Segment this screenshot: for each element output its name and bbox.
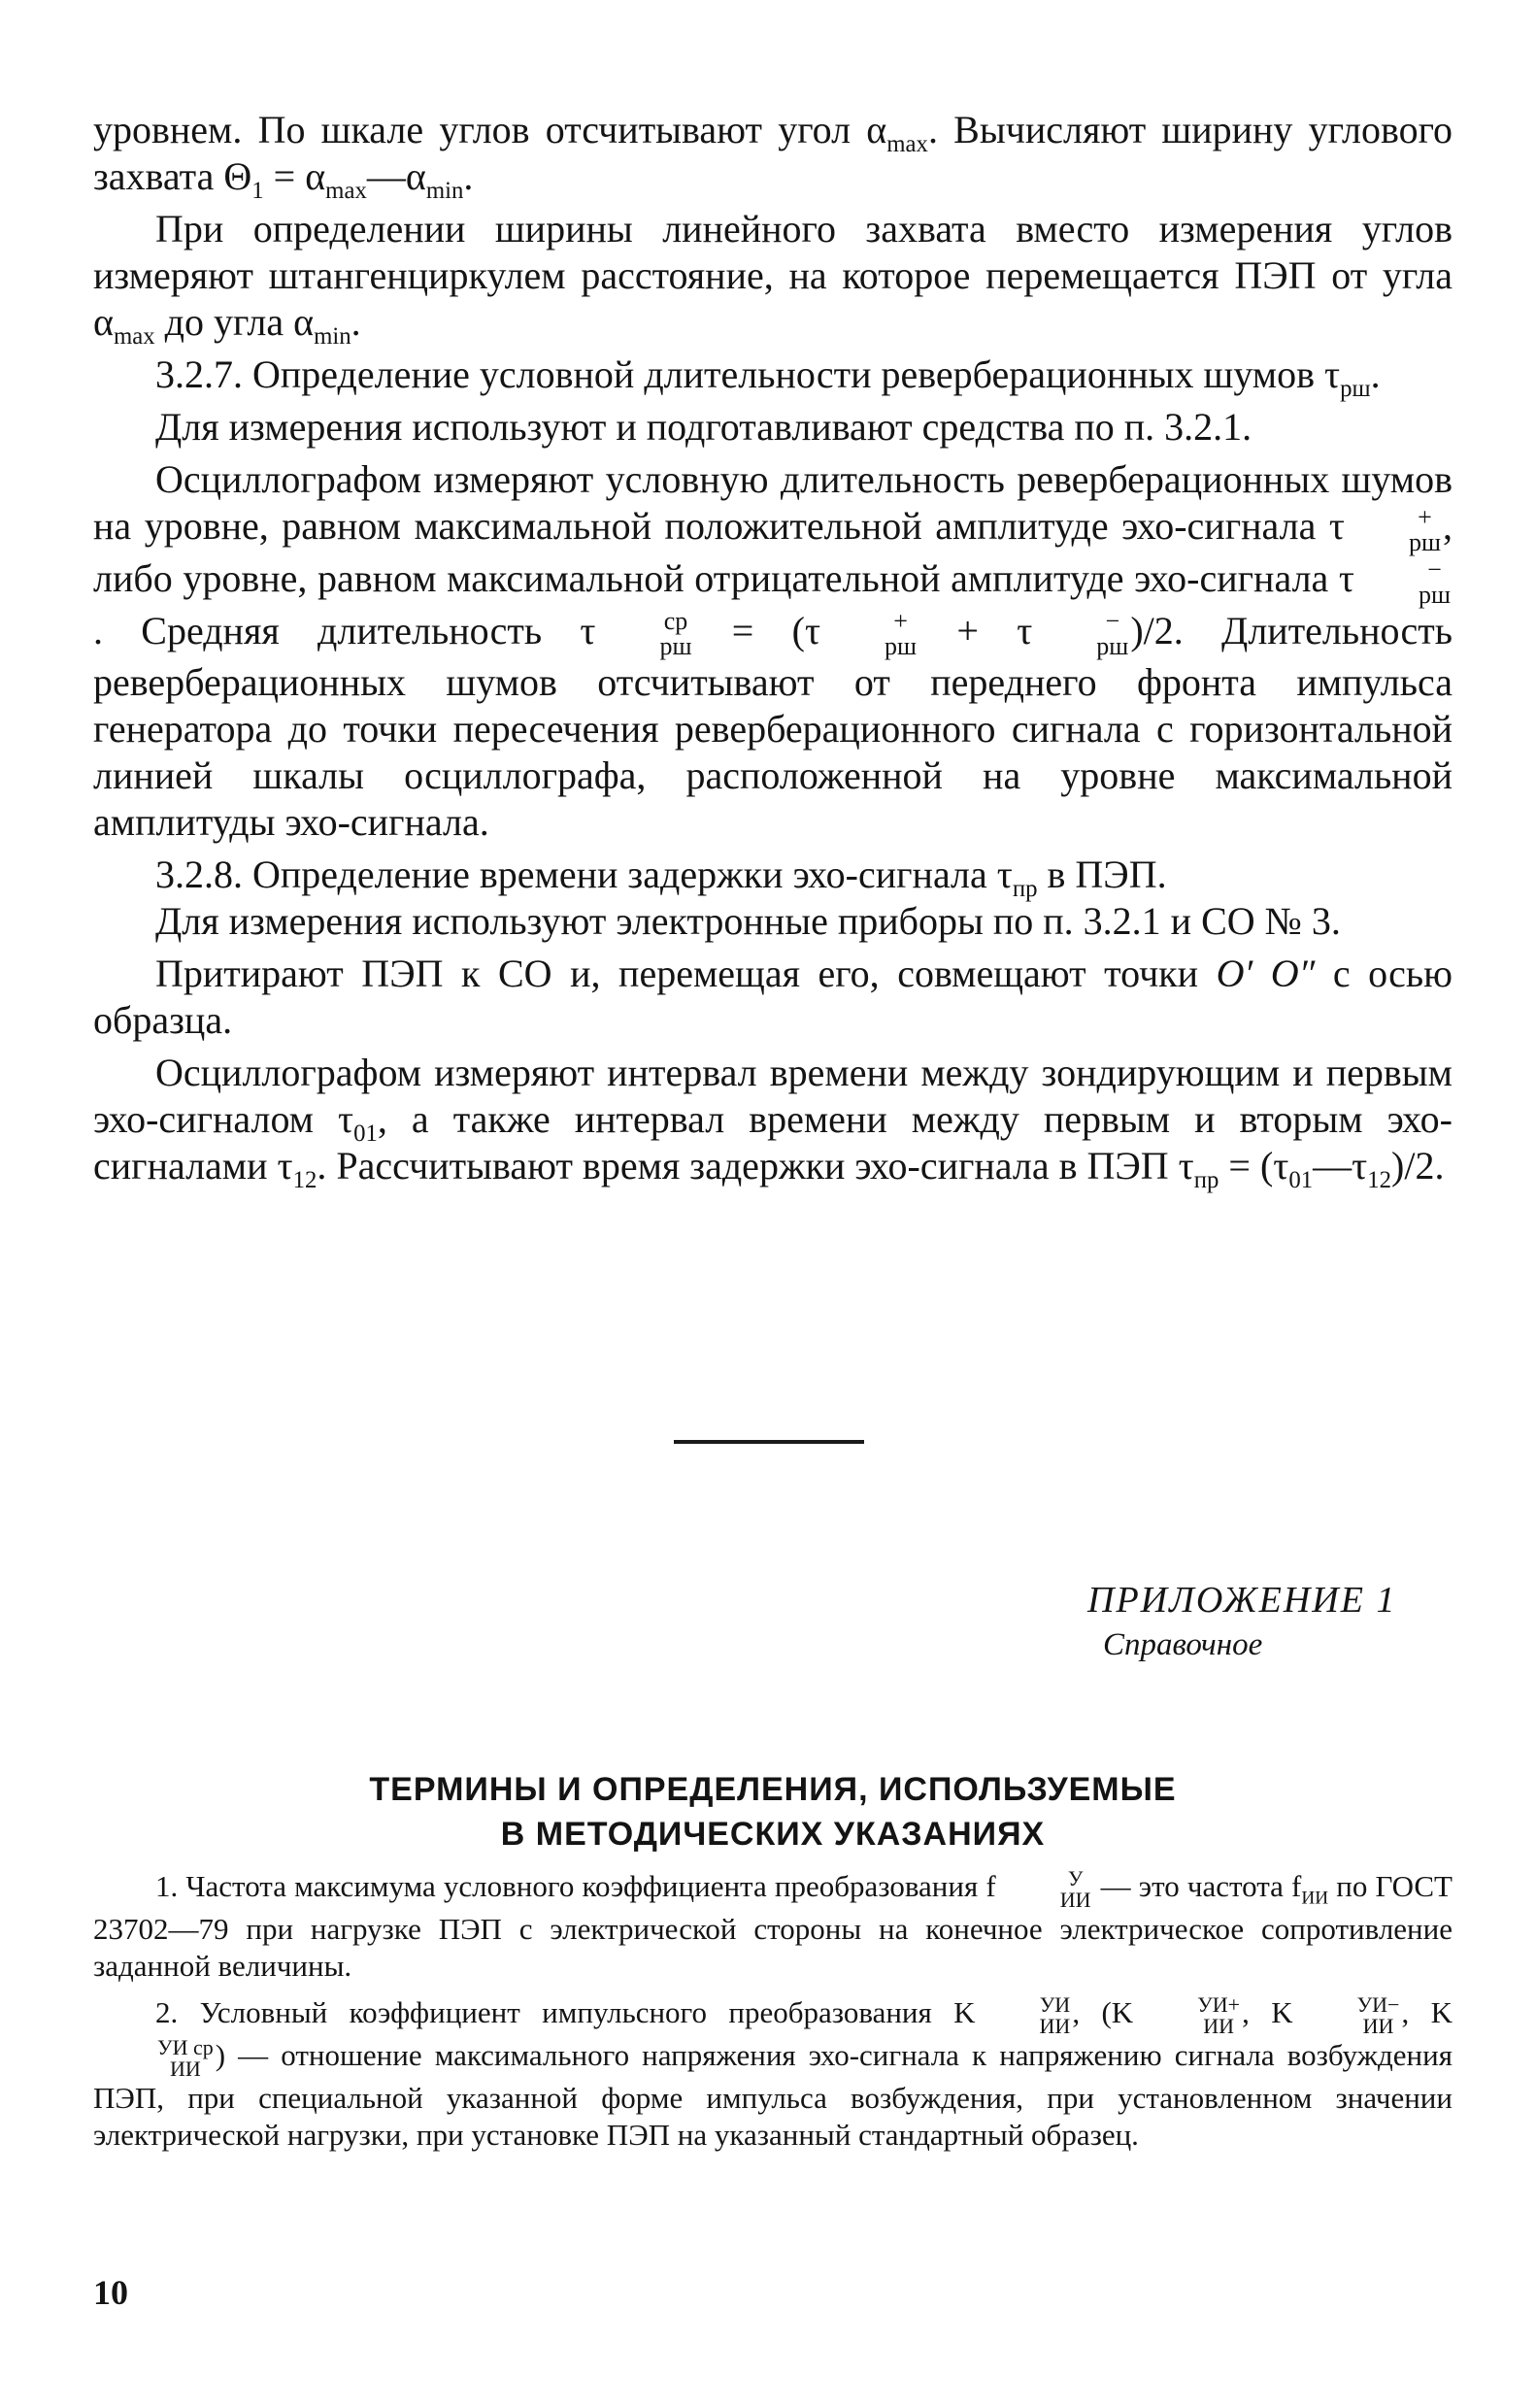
paragraph-interval: [93, 1050, 1453, 1194]
subscript: min: [425, 178, 464, 204]
tau-avg-index: ср рш: [659, 607, 692, 661]
heading-line: ТЕРМИНЫ И ОПРЕДЕЛЕНИЯ, ИСПОЛЬЗУЕМЫЕ: [369, 1771, 1177, 1808]
text: .: [351, 300, 361, 344]
text: , либо уровне, равном максимальной отрицательной амплитуде эхо-сигнала τ: [93, 504, 1453, 600]
text: При определении ширины линейного захвата вместо измерения углов измеряют штангенциркулем расстояние, на которое перемещается ПЭП от угла α: [93, 207, 1453, 344]
text: Притирают ПЭП к СО и, перемещая его, совмещают точки: [155, 952, 1217, 996]
text: Осциллографом измеряют интервал времени между зондирующим и первым эхо-сигналом τ: [93, 1051, 1453, 1142]
text: 3.2.8. Определение времени задержки эхо-сигнала τ: [155, 853, 1013, 897]
term-1: [93, 1868, 1453, 1985]
subscript: 12: [1367, 1167, 1392, 1194]
text: )/2. Длительность реверберационных шумов отсчитывают от переднего фронта импульса генератора до точки пересечения реверберационного сигнала с горизонтальной линией шкалы осциллографа, расположенной на уровне максимальной амплитуды эхо-сигнала.: [93, 608, 1453, 845]
subscript: пр: [1012, 876, 1038, 903]
paragraph-oscillograph: [93, 456, 1453, 846]
subscript: max: [113, 323, 155, 350]
text: 2. Условный коэффициент импульсного преобразования K: [155, 1995, 976, 2030]
k-index: УИ− ИИ: [1356, 1992, 1400, 2038]
text: ) — отношение максимального напряжения эхо-сигнала к напряжению сигнала возбуждения ПЭП, при специальной указанной форме импульса возбуждения, при установленном значении электрической нагрузки, при установке ПЭП на указанный стандартный образец.: [93, 2038, 1453, 2152]
paragraph-angle: [93, 107, 1453, 204]
text: .: [1370, 352, 1381, 396]
subscript: пр: [1193, 1167, 1219, 1194]
text: Осциллографом измеряют условную длительность реверберационных шумов на уровне, равном максимальной положительной амплитуде эхо-сигнала τ: [93, 457, 1453, 548]
subscript: рш: [1340, 376, 1371, 402]
text: = (τ: [1219, 1144, 1289, 1188]
appendix-title: ПРИЛОЖЕНИЕ 1: [1087, 1580, 1397, 1621]
text: 3.2.7. Определение условной длительности реверберационных шумов τ: [155, 352, 1341, 396]
body-text: [93, 107, 1453, 1194]
subscript: 12: [292, 1167, 317, 1194]
tau-plus-index: + рш: [1408, 502, 1441, 556]
text: . Рассчитывают время задержки эхо-сигнала в ПЭП τ: [317, 1144, 1194, 1188]
points-label: O′ O″: [1216, 952, 1316, 996]
text: уровнем. По шкале углов отсчитывают угол α: [93, 108, 887, 151]
text: , (K: [1072, 1995, 1134, 2030]
text: . Средняя длительность τ: [93, 608, 596, 652]
appendix-subtitle: Справочное: [1103, 1627, 1263, 1662]
section-3-2-8: [93, 852, 1453, 903]
f-index: У ИИ: [1059, 1866, 1091, 1912]
k-index: УИ ИИ: [1039, 1992, 1071, 2038]
terms-list: [93, 1868, 1453, 2154]
page-number: 10: [93, 2273, 128, 2312]
text: до угла α: [154, 300, 315, 344]
k-index: УИ+ ИИ: [1197, 1992, 1241, 2038]
text: по ГОСТ 23702—79 при нагрузке ПЭП с электрической стороны на конечное электрическое сопротивление заданной величины.: [93, 1869, 1453, 1983]
tau-minus-index: − рш: [1096, 607, 1129, 661]
paragraph-means: Для измерения используют и подготавливают средства по п. 3.2.1.: [155, 405, 1252, 449]
section-divider: [674, 1440, 864, 1444]
text: )/2.: [1391, 1144, 1445, 1188]
subscript: 01: [1288, 1167, 1314, 1194]
paragraph-align: [93, 951, 1453, 1044]
paragraph-linear: [93, 206, 1453, 350]
terms-heading: [93, 1767, 1453, 1856]
text: + τ: [918, 608, 1033, 652]
text: .: [463, 154, 474, 198]
subscript: max: [886, 131, 928, 157]
text: 1. Частота максимума условного коэффициента преобразования f: [155, 1869, 996, 1904]
section-3-2-7: [93, 351, 1453, 402]
subscript: min: [314, 323, 351, 350]
subscript: ИИ: [1301, 1888, 1329, 1909]
text: в ПЭП.: [1037, 853, 1167, 897]
text: с осью образца.: [93, 952, 1453, 1043]
text: —τ: [1313, 1144, 1368, 1188]
k-index: УИ ср ИИ: [157, 2035, 214, 2081]
text: , а также интервал времени между первым и вторым эхо-сигналами τ: [93, 1097, 1453, 1188]
subscript: max: [325, 178, 367, 204]
text: — это частота f: [1092, 1869, 1302, 1904]
tau-plus-index: + рш: [885, 607, 918, 661]
paragraph-devices: Для измерения используют электронные приборы по п. 3.2.1 и СО № 3.: [155, 899, 1341, 944]
text: , K: [1242, 1995, 1293, 2030]
tau-minus-index: − рш: [1418, 554, 1451, 609]
text: = (τ: [693, 608, 821, 652]
text: = α: [263, 154, 326, 198]
heading-line: В МЕТОДИЧЕСКИХ УКАЗАНИЯХ: [500, 1816, 1046, 1853]
term-2: [93, 1994, 1453, 2154]
subscript: 01: [353, 1120, 378, 1148]
text: , K: [1401, 1995, 1453, 2030]
text: —α: [366, 154, 426, 198]
subscript: 1: [251, 178, 264, 204]
text: . Вычисляют ширину углового захвата Θ: [93, 108, 1453, 198]
